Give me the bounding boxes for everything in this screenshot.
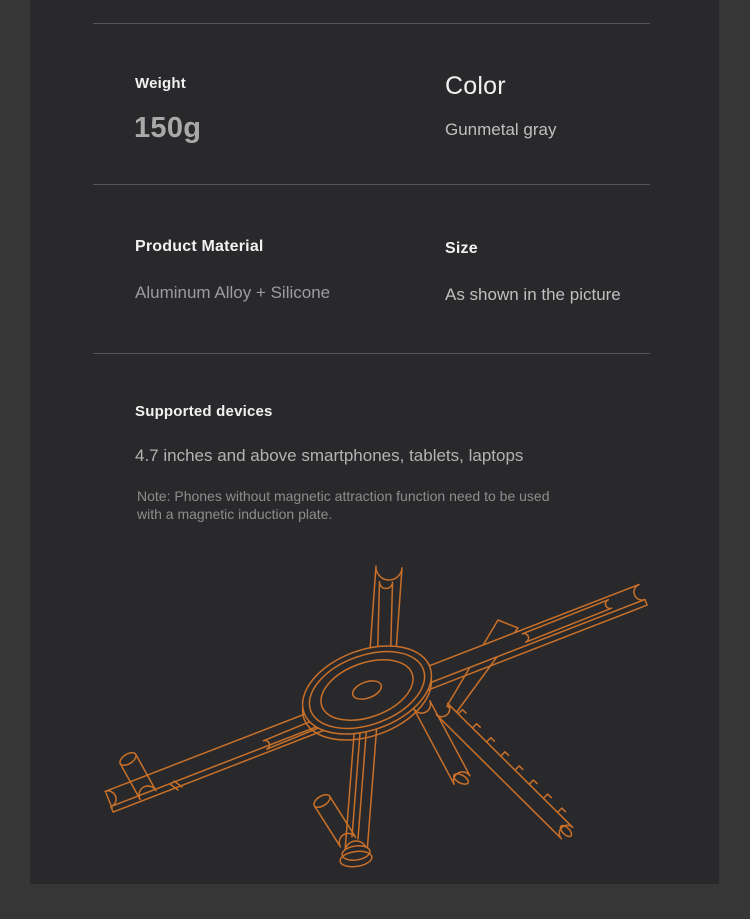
stand-bottom-peg-cap	[312, 792, 332, 810]
color-label: Color	[445, 72, 506, 100]
folding-phone-stand-wireframe-illustration	[90, 537, 670, 877]
note-line-1: Note: Phones without magnetic attraction function need to be used	[137, 488, 550, 504]
material-label: Product Material	[135, 238, 264, 255]
supported-devices-note	[137, 487, 550, 523]
color-value: Gunmetal gray	[445, 120, 557, 139]
weight-value: 150g	[134, 112, 202, 144]
note-line-2: with a magnetic induction plate.	[137, 506, 333, 522]
supported-devices-label: Supported devices	[135, 403, 273, 420]
stand-left-peg-cap	[118, 750, 138, 768]
supported-devices-value: 4.7 inches and above smartphones, tablets, laptops	[135, 446, 524, 465]
section-divider	[93, 353, 650, 354]
spec-panel	[30, 0, 719, 884]
material-value: Aluminum Alloy + Silicone	[135, 283, 331, 302]
stand-right-leg	[414, 701, 470, 784]
size-value: As shown in the picture	[445, 285, 621, 304]
weight-label: Weight	[135, 75, 186, 92]
section-divider	[93, 184, 650, 185]
section-divider	[93, 23, 650, 24]
stand-ratchet-teeth	[458, 710, 565, 813]
size-label: Size	[445, 240, 478, 257]
